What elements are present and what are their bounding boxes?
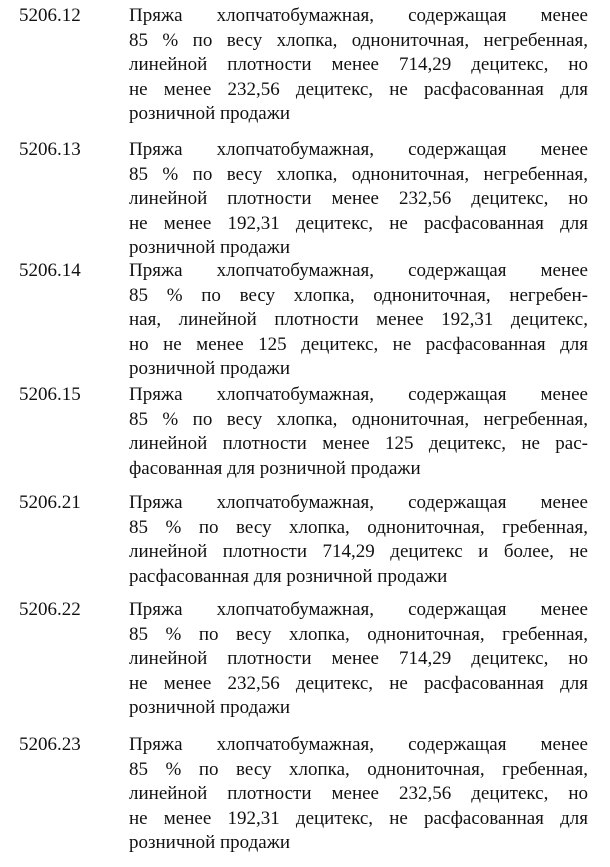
description-line: розничной продажи <box>129 697 290 718</box>
description-line: но не менее 125 децитекс, не расфасованная для <box>129 333 588 355</box>
tariff-description <box>129 259 588 382</box>
description-line: не менее 232,56 децитекс, не расфасованная для <box>129 78 588 100</box>
description-line: розничной продажи <box>129 832 290 853</box>
description-line: линейной плотности менее 232,56 децитекс, но <box>129 188 588 209</box>
tariff-description <box>129 138 588 261</box>
description-line: Пряжа хлопчатобумажная, содержащая менее <box>129 139 588 160</box>
description-line: 85 % по весу хлопка, однониточная, гребенная, <box>129 758 588 780</box>
tariff-description <box>129 491 588 589</box>
description-line: 85 % по весу хлопка, однониточная, гребенная, <box>129 623 588 645</box>
tariff-code: 5206.15 <box>19 384 81 405</box>
tariff-code: 5206.23 <box>19 734 81 755</box>
description-line: 85 % по весу хлопка, однониточная, негребенная, <box>129 29 588 51</box>
tariff-description <box>129 4 588 127</box>
description-line: 85 % по весу хлопка, однониточная, негребен- <box>129 284 588 306</box>
description-line: линейной плотности 714,29 децитекс и более, не <box>129 541 588 562</box>
tariff-code: 5206.22 <box>19 599 81 620</box>
description-line: 85 % по весу хлопка, однониточная, негребенная, <box>129 408 588 430</box>
description-line: розничной продажи <box>129 237 290 258</box>
tariff-code: 5206.21 <box>19 492 81 513</box>
description-line: 85 % по весу хлопка, однониточная, гребенная, <box>129 516 588 538</box>
description-line: фасованная для розничной продажи <box>129 457 421 479</box>
description-line: линейной плотности менее 714,29 децитекс, но <box>129 54 588 75</box>
description-line: Пряжа хлопчатобумажная, содержащая менее <box>129 734 588 755</box>
description-line: линейной плотности менее 232,56 децитекс, но <box>129 783 588 804</box>
description-line: Пряжа хлопчатобумажная, содержащая менее <box>129 599 588 620</box>
tariff-code: 5206.13 <box>19 139 81 160</box>
description-line: Пряжа хлопчатобумажная, содержащая менее <box>129 384 588 405</box>
description-line: розничной продажи <box>129 103 290 124</box>
description-line: линейной плотности менее 125 децитекс, не рас- <box>129 433 588 454</box>
description-line: Пряжа хлопчатобумажная, содержащая менее <box>129 492 588 513</box>
description-line: расфасованная для розничной продажи <box>129 565 448 587</box>
description-line: Пряжа хлопчатобумажная, содержащая менее <box>129 5 588 26</box>
tariff-description <box>129 733 588 856</box>
description-line: розничной продажи <box>129 358 290 379</box>
description-line: линейной плотности менее 714,29 децитекс, но <box>129 648 588 669</box>
description-line: не менее 192,31 децитекс, не расфасованная для <box>129 807 588 829</box>
tariff-description <box>129 383 588 481</box>
description-line: 85 % по весу хлопка, однониточная, негребенная, <box>129 163 588 185</box>
description-line: не менее 192,31 децитекс, не расфасованная для <box>129 212 588 234</box>
description-line: ная, линейной плотности менее 192,31 децитекс, <box>129 309 588 330</box>
tariff-description <box>129 598 588 721</box>
tariff-code: 5206.12 <box>19 5 81 26</box>
tariff-code: 5206.14 <box>19 260 81 281</box>
description-line: не менее 232,56 децитекс, не расфасованная для <box>129 672 588 694</box>
description-line: Пряжа хлопчатобумажная, содержащая менее <box>129 260 588 281</box>
